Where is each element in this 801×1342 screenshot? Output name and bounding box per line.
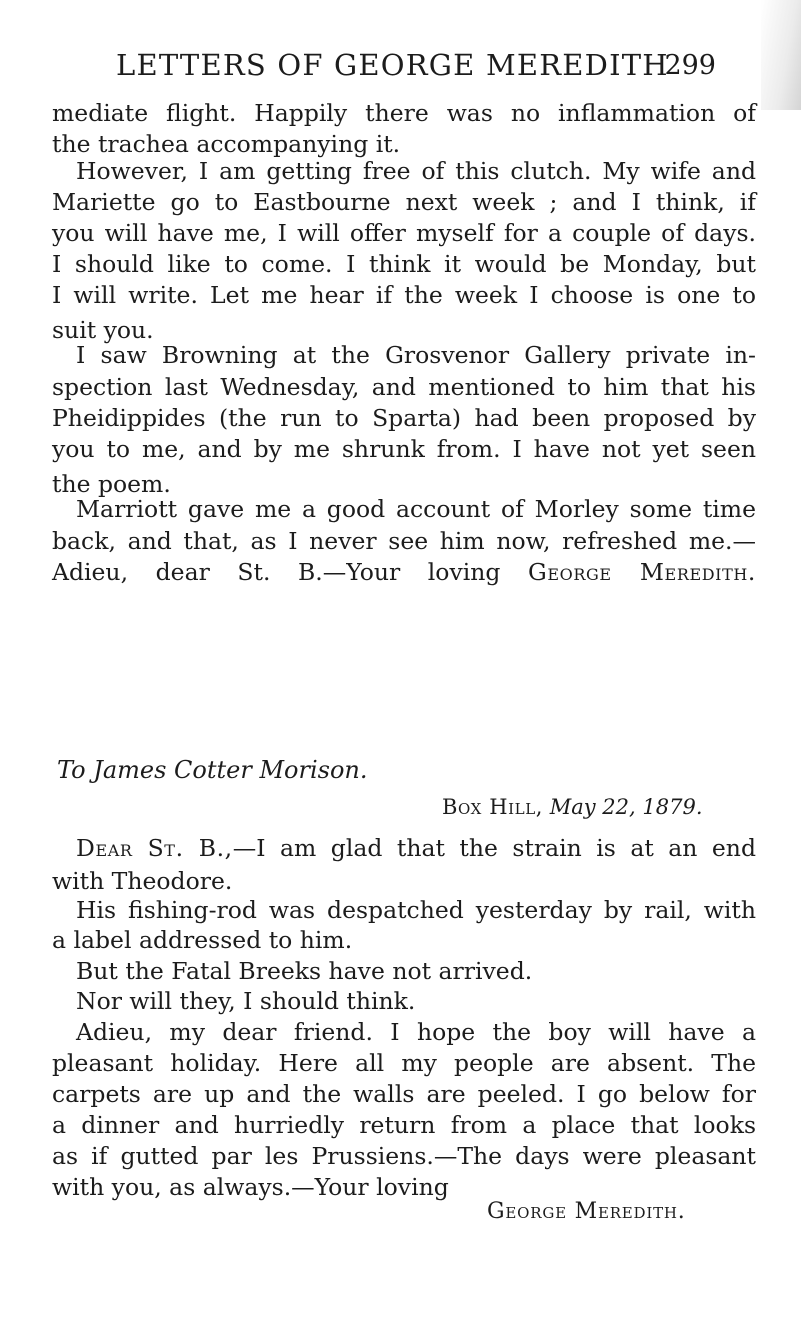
text-line: a dinner and hurriedly return from a place that looks <box>52 1111 756 1139</box>
letter-recipient: To James Cotter Morison. <box>57 756 368 784</box>
text-line: Nor will they, I should think. <box>76 987 416 1015</box>
text-line: mediate flight. Happily there was no inflammation of <box>52 99 756 127</box>
salutation-line <box>52 833 756 863</box>
text-line: I saw Browning at the Grosvenor Gallery private in- <box>76 341 756 369</box>
text-line: —I am glad that the strain is at an end <box>232 834 756 862</box>
text-line: His fishing-rod was despatched yesterday by rail, with <box>76 896 756 924</box>
text-line: with Theodore. <box>52 867 233 895</box>
text-line: I will write. Let me hear if the week I choose is one to <box>52 281 756 309</box>
text-line: carpets are up and the walls are peeled. I go below for <box>52 1080 756 1108</box>
signature: George Meredith. <box>528 558 756 586</box>
text-line: Mariette go to Eastbourne next week ; and I think, if <box>52 188 756 216</box>
text-line: pleasant holiday. Here all my people are absent. The <box>52 1049 756 1077</box>
text-line: you will have me, I will offer myself for a couple of days. <box>52 219 756 247</box>
text-line: spection last Wednesday, and mentioned to him that his <box>52 373 756 401</box>
text-line: suit you. <box>52 316 154 344</box>
letter-place: Box Hill, <box>442 795 544 819</box>
text-line: But the Fatal Breeks have not arrived. <box>76 957 533 985</box>
salutation: Dear St. B., <box>76 834 233 862</box>
text-line: However, I am getting free of this clutch. My wife and <box>76 157 756 185</box>
letter-dateline <box>442 795 703 819</box>
text-line: with you, as always.—Your loving <box>52 1173 449 1201</box>
text-line: I should like to come. I think it would be Monday, but <box>52 250 756 278</box>
page-header <box>116 48 716 90</box>
text-line: Pheidippides (the run to Sparta) had been proposed by <box>52 404 756 432</box>
running-head: LETTERS OF GEORGE MEREDITH <box>116 48 669 82</box>
text-line: you to me, and by me shrunk from. I have not yet seen <box>52 435 756 463</box>
page-corner-shadow <box>761 0 801 110</box>
text-line: Adieu, my dear friend. I hope the boy will have a <box>76 1018 756 1046</box>
closing-line <box>52 557 756 587</box>
closing-signature: George Meredith. <box>487 1199 686 1224</box>
text-line: back, and that, as I never see him now, refreshed me.— <box>52 527 756 555</box>
letter-date-month: May 22, 1879. <box>549 795 703 819</box>
text-line: Marriott gave me a good account of Morley some time <box>76 495 756 523</box>
page-number: 299 <box>664 50 716 81</box>
text-line: as if gutted par les Prussiens.—The days were pleasant <box>52 1142 756 1170</box>
text-line: a label addressed to him. <box>52 926 353 954</box>
closing-text: Adieu, dear St. B.—Your loving <box>52 558 501 586</box>
text-line: the poem. <box>52 470 171 498</box>
text-line: the trachea accompanying it. <box>52 130 401 158</box>
